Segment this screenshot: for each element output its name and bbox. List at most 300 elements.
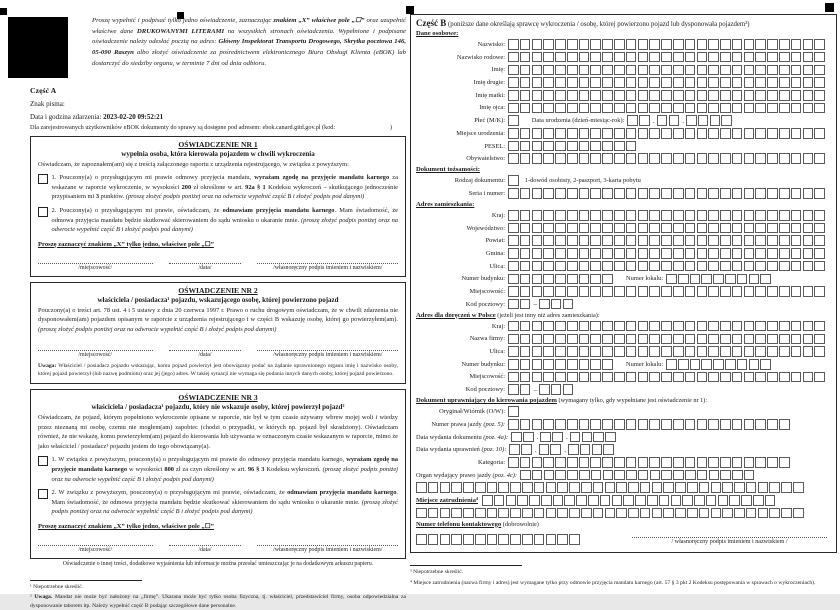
input-cell[interactable]: [814, 235, 825, 246]
input-cell[interactable]: [673, 153, 684, 164]
input-cell[interactable]: [767, 103, 778, 114]
input-cell[interactable]: [543, 103, 554, 114]
input-cell[interactable]: [791, 128, 802, 139]
input-cell[interactable]: [708, 210, 719, 221]
input-cell[interactable]: [779, 210, 790, 221]
input-cell[interactable]: [508, 39, 519, 50]
input-cell[interactable]: [720, 90, 731, 101]
input-cell[interactable]: [614, 261, 625, 272]
input-cell[interactable]: [737, 274, 748, 285]
input-cell[interactable]: [602, 235, 613, 246]
option-checkbox[interactable]: [38, 489, 48, 499]
input-cell[interactable]: [508, 406, 519, 417]
input-cell[interactable]: [791, 235, 802, 246]
input-cell[interactable]: [602, 141, 613, 152]
input-cell[interactable]: [626, 470, 637, 481]
input-cell[interactable]: [744, 261, 755, 272]
input-cell[interactable]: [539, 299, 550, 310]
input-cell[interactable]: [567, 470, 578, 481]
input-cell[interactable]: [649, 372, 660, 383]
input-cell[interactable]: [590, 141, 601, 152]
input-cell[interactable]: [661, 153, 672, 164]
input-cell[interactable]: [555, 223, 566, 234]
input-cell[interactable]: [814, 153, 825, 164]
input-cell[interactable]: [793, 508, 804, 519]
input-cell[interactable]: [699, 482, 710, 493]
input-cell[interactable]: [590, 235, 601, 246]
input-cell[interactable]: [661, 90, 672, 101]
input-cell[interactable]: [793, 482, 804, 493]
input-cell[interactable]: [673, 457, 684, 468]
input-cell[interactable]: [638, 248, 649, 259]
input-cell[interactable]: [661, 128, 672, 139]
input-cell[interactable]: [579, 223, 590, 234]
input-cell[interactable]: [614, 188, 625, 199]
input-cell[interactable]: [652, 508, 663, 519]
input-cell[interactable]: [708, 223, 719, 234]
input-cell[interactable]: [803, 39, 814, 50]
input-cell[interactable]: [567, 77, 578, 88]
input-cell[interactable]: [626, 235, 637, 246]
input-cell[interactable]: [614, 223, 625, 234]
input-cell[interactable]: [567, 210, 578, 221]
input-cell[interactable]: [720, 346, 731, 357]
input-cell[interactable]: [779, 103, 790, 114]
input-cell[interactable]: [626, 457, 637, 468]
input-cell[interactable]: [520, 141, 531, 152]
input-cell[interactable]: [508, 372, 519, 383]
input-cell[interactable]: [673, 261, 684, 272]
option-checkbox[interactable]: [38, 207, 48, 217]
input-cell[interactable]: [555, 65, 566, 76]
input-cell[interactable]: [708, 65, 719, 76]
input-cell[interactable]: [520, 65, 531, 76]
input-cell[interactable]: [552, 432, 563, 443]
input-cell[interactable]: [543, 359, 554, 370]
input-cell[interactable]: [814, 346, 825, 357]
input-cell[interactable]: [590, 321, 601, 332]
input-cell[interactable]: [673, 39, 684, 50]
input-cell[interactable]: [697, 39, 708, 50]
input-cell[interactable]: [626, 346, 637, 357]
input-cell[interactable]: [697, 52, 708, 63]
input-cell[interactable]: [626, 153, 637, 164]
input-cell[interactable]: [602, 457, 613, 468]
input-cell[interactable]: [725, 359, 736, 370]
input-cell[interactable]: [635, 495, 646, 506]
input-cell[interactable]: [487, 482, 498, 493]
input-cell[interactable]: [579, 346, 590, 357]
input-cell[interactable]: [508, 175, 519, 186]
input-cell[interactable]: [510, 482, 521, 493]
input-cell[interactable]: [563, 299, 574, 310]
input-cell[interactable]: [590, 77, 601, 88]
input-cell[interactable]: [520, 274, 531, 285]
input-cell[interactable]: [720, 153, 731, 164]
input-cell[interactable]: [602, 261, 613, 272]
input-cell[interactable]: [543, 52, 554, 63]
input-cell[interactable]: [579, 90, 590, 101]
input-cell[interactable]: [661, 470, 672, 481]
input-cell[interactable]: [567, 359, 578, 370]
input-cell[interactable]: [600, 495, 611, 506]
input-cell[interactable]: [661, 235, 672, 246]
input-cell[interactable]: [765, 495, 776, 506]
input-cell[interactable]: [744, 77, 755, 88]
input-cell[interactable]: [590, 248, 601, 259]
input-cell[interactable]: [520, 299, 531, 310]
input-cell[interactable]: [590, 457, 601, 468]
input-cell[interactable]: [741, 495, 752, 506]
input-cell[interactable]: [685, 188, 696, 199]
input-cell[interactable]: [687, 508, 698, 519]
input-cell[interactable]: [814, 128, 825, 139]
input-cell[interactable]: [803, 321, 814, 332]
input-cell[interactable]: [755, 334, 766, 345]
input-cell[interactable]: [649, 235, 660, 246]
input-cell[interactable]: [569, 508, 580, 519]
input-cell[interactable]: [567, 286, 578, 297]
input-cell[interactable]: [803, 210, 814, 221]
input-cell[interactable]: [508, 274, 519, 285]
input-cell[interactable]: [661, 65, 672, 76]
input-cell[interactable]: [555, 321, 566, 332]
input-cell[interactable]: [590, 286, 601, 297]
input-cell[interactable]: [508, 210, 519, 221]
input-cell[interactable]: [673, 90, 684, 101]
input-cell[interactable]: [791, 210, 802, 221]
input-cell[interactable]: [791, 188, 802, 199]
input-cell[interactable]: [814, 65, 825, 76]
input-cell[interactable]: [749, 274, 760, 285]
input-cell[interactable]: [729, 495, 740, 506]
input-cell[interactable]: [522, 482, 533, 493]
input-cell[interactable]: [579, 457, 590, 468]
input-cell[interactable]: [638, 235, 649, 246]
input-cell[interactable]: [767, 77, 778, 88]
input-cell[interactable]: [661, 52, 672, 63]
input-cell[interactable]: [602, 90, 613, 101]
input-cell[interactable]: [791, 77, 802, 88]
input-cell[interactable]: [781, 482, 792, 493]
input-cell[interactable]: [510, 534, 521, 545]
input-cell[interactable]: [567, 321, 578, 332]
input-cell[interactable]: [532, 372, 543, 383]
input-cell[interactable]: [590, 274, 601, 285]
input-cell[interactable]: [779, 457, 790, 468]
input-cell[interactable]: [673, 77, 684, 88]
input-cell[interactable]: [638, 153, 649, 164]
input-cell[interactable]: [814, 210, 825, 221]
input-cell[interactable]: [543, 141, 554, 152]
input-cell[interactable]: [567, 153, 578, 164]
input-cell[interactable]: [732, 153, 743, 164]
input-cell[interactable]: [557, 508, 568, 519]
input-cell[interactable]: [814, 52, 825, 63]
input-cell[interactable]: [638, 346, 649, 357]
input-cell[interactable]: [791, 39, 802, 50]
input-cell[interactable]: [579, 128, 590, 139]
input-cell[interactable]: [701, 359, 712, 370]
input-cell[interactable]: [767, 321, 778, 332]
input-cell[interactable]: [543, 77, 554, 88]
input-cell[interactable]: [555, 346, 566, 357]
input-cell[interactable]: [494, 495, 505, 506]
input-cell[interactable]: [649, 419, 660, 430]
input-cell[interactable]: [532, 346, 543, 357]
input-cell[interactable]: [708, 39, 719, 50]
input-cell[interactable]: [614, 77, 625, 88]
input-cell[interactable]: [626, 419, 637, 430]
input-cell[interactable]: [791, 248, 802, 259]
input-cell[interactable]: [602, 274, 613, 285]
input-cell[interactable]: [732, 457, 743, 468]
input-cell[interactable]: [708, 77, 719, 88]
input-cell[interactable]: [602, 346, 613, 357]
input-cell[interactable]: [532, 321, 543, 332]
input-cell[interactable]: [543, 39, 554, 50]
input-cell[interactable]: [732, 103, 743, 114]
input-cell[interactable]: [791, 90, 802, 101]
input-cell[interactable]: [649, 153, 660, 164]
input-cell[interactable]: [590, 419, 601, 430]
input-cell[interactable]: [590, 153, 601, 164]
input-cell[interactable]: [803, 261, 814, 272]
input-cell[interactable]: [721, 115, 732, 126]
input-cell[interactable]: [532, 419, 543, 430]
input-cell[interactable]: [605, 432, 616, 443]
input-cell[interactable]: [649, 90, 660, 101]
input-cell[interactable]: [685, 65, 696, 76]
input-cell[interactable]: [508, 457, 519, 468]
input-cell[interactable]: [767, 334, 778, 345]
input-cell[interactable]: [543, 457, 554, 468]
input-cell[interactable]: [638, 90, 649, 101]
input-cell[interactable]: [614, 457, 625, 468]
input-cell[interactable]: [543, 321, 554, 332]
input-cell[interactable]: [520, 286, 531, 297]
input-cell[interactable]: [755, 77, 766, 88]
input-cell[interactable]: [543, 419, 554, 430]
input-cell[interactable]: [451, 482, 462, 493]
input-cell[interactable]: [720, 210, 731, 221]
input-cell[interactable]: [590, 359, 601, 370]
input-cell[interactable]: [685, 223, 696, 234]
input-cell[interactable]: [638, 103, 649, 114]
input-cell[interactable]: [626, 210, 637, 221]
input-cell[interactable]: [685, 261, 696, 272]
input-cell[interactable]: [626, 141, 637, 152]
input-cell[interactable]: [626, 39, 637, 50]
input-cell[interactable]: [579, 210, 590, 221]
input-cell[interactable]: [803, 103, 814, 114]
input-cell[interactable]: [744, 188, 755, 199]
input-cell[interactable]: [657, 115, 668, 126]
input-cell[interactable]: [779, 39, 790, 50]
input-cell[interactable]: [767, 372, 778, 383]
input-cell[interactable]: [551, 299, 562, 310]
input-cell[interactable]: [708, 334, 719, 345]
input-cell[interactable]: [508, 261, 519, 272]
input-cell[interactable]: [779, 261, 790, 272]
input-cell[interactable]: [590, 223, 601, 234]
input-cell[interactable]: [508, 384, 519, 395]
input-cell[interactable]: [602, 286, 613, 297]
input-cell[interactable]: [720, 286, 731, 297]
input-cell[interactable]: [520, 39, 531, 50]
input-cell[interactable]: [579, 286, 590, 297]
input-cell[interactable]: [803, 372, 814, 383]
input-cell[interactable]: [779, 90, 790, 101]
input-cell[interactable]: [697, 223, 708, 234]
input-cell[interactable]: [546, 508, 557, 519]
input-cell[interactable]: [555, 248, 566, 259]
input-cell[interactable]: [638, 52, 649, 63]
input-cell[interactable]: [638, 77, 649, 88]
input-cell[interactable]: [614, 346, 625, 357]
input-cell[interactable]: [532, 188, 543, 199]
input-cell[interactable]: [532, 52, 543, 63]
input-cell[interactable]: [590, 128, 601, 139]
input-cell[interactable]: [614, 39, 625, 50]
input-cell[interactable]: [569, 482, 580, 493]
input-cell[interactable]: [803, 128, 814, 139]
input-cell[interactable]: [576, 495, 587, 506]
input-cell[interactable]: [593, 482, 604, 493]
input-cell[interactable]: [678, 359, 689, 370]
input-cell[interactable]: [697, 210, 708, 221]
input-cell[interactable]: [626, 103, 637, 114]
input-cell[interactable]: [720, 103, 731, 114]
input-cell[interactable]: [428, 508, 439, 519]
input-cell[interactable]: [520, 103, 531, 114]
input-cell[interactable]: [579, 77, 590, 88]
input-cell[interactable]: [708, 153, 719, 164]
input-cell[interactable]: [579, 372, 590, 383]
input-cell[interactable]: [732, 223, 743, 234]
input-cell[interactable]: [697, 321, 708, 332]
input-cell[interactable]: [590, 261, 601, 272]
input-cell[interactable]: [720, 65, 731, 76]
input-cell[interactable]: [602, 52, 613, 63]
input-cell[interactable]: [579, 153, 590, 164]
input-cell[interactable]: [779, 223, 790, 234]
input-cell[interactable]: [555, 334, 566, 345]
input-cell[interactable]: [520, 210, 531, 221]
input-cell[interactable]: [720, 188, 731, 199]
input-cell[interactable]: [638, 261, 649, 272]
input-cell[interactable]: [661, 261, 672, 272]
input-cell[interactable]: [543, 372, 554, 383]
input-cell[interactable]: [532, 248, 543, 259]
input-cell[interactable]: [546, 534, 557, 545]
input-cell[interactable]: [567, 248, 578, 259]
input-cell[interactable]: [520, 223, 531, 234]
input-cell[interactable]: [779, 65, 790, 76]
input-cell[interactable]: [649, 321, 660, 332]
input-cell[interactable]: [697, 248, 708, 259]
input-cell[interactable]: [508, 128, 519, 139]
input-cell[interactable]: [508, 359, 519, 370]
input-cell[interactable]: [563, 384, 574, 395]
input-cell[interactable]: [663, 508, 674, 519]
input-cell[interactable]: [803, 188, 814, 199]
input-cell[interactable]: [661, 321, 672, 332]
input-cell[interactable]: [732, 261, 743, 272]
input-cell[interactable]: [647, 495, 658, 506]
input-cell[interactable]: [779, 248, 790, 259]
input-cell[interactable]: [579, 52, 590, 63]
input-cell[interactable]: [673, 223, 684, 234]
input-cell[interactable]: [623, 495, 634, 506]
input-cell[interactable]: [673, 52, 684, 63]
input-cell[interactable]: [532, 210, 543, 221]
input-cell[interactable]: [697, 419, 708, 430]
input-cell[interactable]: [520, 235, 531, 246]
input-cell[interactable]: [602, 248, 613, 259]
input-cell[interactable]: [543, 248, 554, 259]
input-cell[interactable]: [592, 444, 603, 455]
input-cell[interactable]: [720, 52, 731, 63]
input-cell[interactable]: [720, 261, 731, 272]
input-cell[interactable]: [697, 235, 708, 246]
input-cell[interactable]: [614, 210, 625, 221]
input-cell[interactable]: [580, 444, 591, 455]
input-cell[interactable]: [673, 248, 684, 259]
input-cell[interactable]: [567, 128, 578, 139]
input-cell[interactable]: [650, 470, 661, 481]
input-cell[interactable]: [638, 65, 649, 76]
input-cell[interactable]: [803, 77, 814, 88]
input-cell[interactable]: [697, 128, 708, 139]
input-cell[interactable]: [791, 65, 802, 76]
input-cell[interactable]: [543, 210, 554, 221]
input-cell[interactable]: [803, 90, 814, 101]
input-cell[interactable]: [567, 39, 578, 50]
input-cell[interactable]: [814, 261, 825, 272]
input-cell[interactable]: [814, 77, 825, 88]
input-cell[interactable]: [532, 39, 543, 50]
input-cell[interactable]: [685, 372, 696, 383]
input-cell[interactable]: [605, 482, 616, 493]
input-cell[interactable]: [520, 90, 531, 101]
input-cell[interactable]: [685, 210, 696, 221]
input-cell[interactable]: [639, 115, 650, 126]
input-cell[interactable]: [579, 235, 590, 246]
input-cell[interactable]: [708, 128, 719, 139]
input-cell[interactable]: [532, 77, 543, 88]
input-cell[interactable]: [555, 103, 566, 114]
input-cell[interactable]: [649, 65, 660, 76]
input-cell[interactable]: [744, 90, 755, 101]
input-cell[interactable]: [451, 534, 462, 545]
input-cell[interactable]: [649, 210, 660, 221]
input-cell[interactable]: [532, 334, 543, 345]
input-cell[interactable]: [532, 457, 543, 468]
input-cell[interactable]: [685, 128, 696, 139]
input-cell[interactable]: [638, 210, 649, 221]
input-cell[interactable]: [767, 346, 778, 357]
input-cell[interactable]: [720, 321, 731, 332]
input-cell[interactable]: [567, 103, 578, 114]
input-cell[interactable]: [755, 248, 766, 259]
input-cell[interactable]: [718, 495, 729, 506]
input-cell[interactable]: [744, 321, 755, 332]
input-cell[interactable]: [579, 65, 590, 76]
input-cell[interactable]: [734, 508, 745, 519]
input-cell[interactable]: [755, 419, 766, 430]
input-cell[interactable]: [779, 128, 790, 139]
